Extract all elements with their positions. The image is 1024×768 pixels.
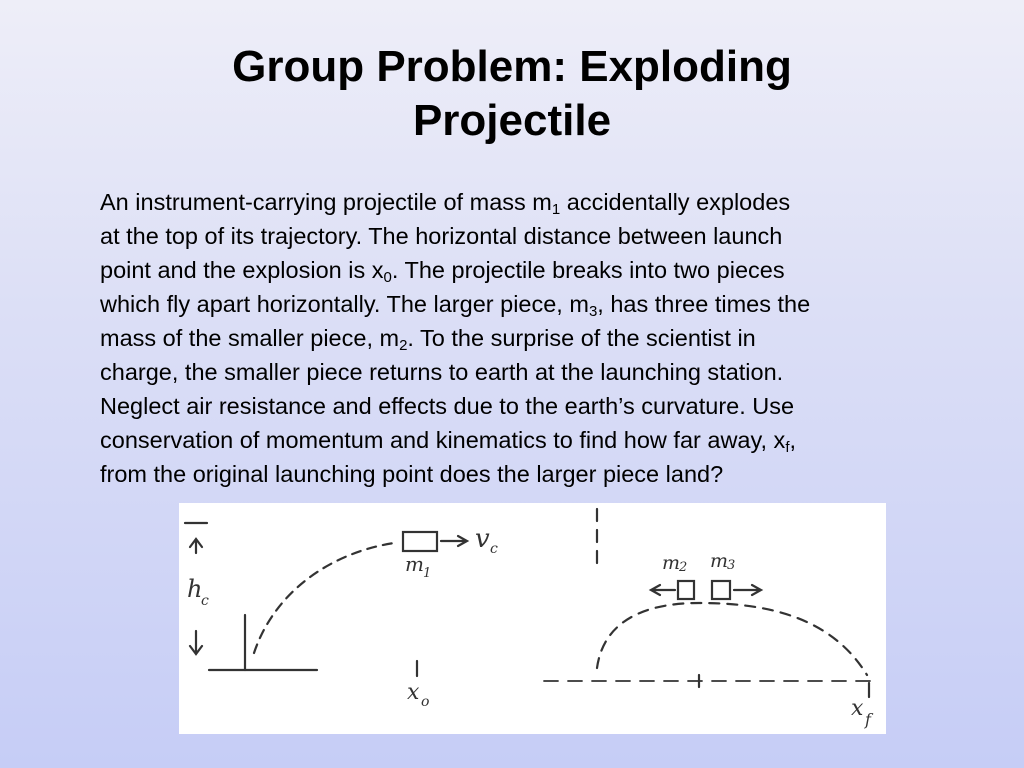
label-v: v [475,524,490,554]
m3-arrow [734,585,761,595]
label-m1-sub: 1 [423,566,432,581]
label-m2: m [662,552,681,574]
subscript: f [785,439,790,456]
trajectory-sketch [179,503,886,734]
problem-text-segment: mass of the smaller piece, m [100,325,400,351]
problem-line-9: from the original launching point does the larger piece land? [100,461,724,487]
problem-line-5 [100,321,980,355]
m2-arrow [651,585,675,595]
problem-text-segment: . To the surprise of the scientist in [407,325,756,351]
problem-text-segment: . The projectile breaks into two pieces [391,257,785,283]
fragment-trajectory [597,603,867,675]
slide-title [0,40,1024,148]
problem-text-segment: accidentally explodes [560,189,791,215]
velocity-arrow [441,536,467,546]
label-v-sub: c [490,541,498,557]
subscript: 1 [551,201,561,218]
problem-text-segment: , has three times the [597,291,811,317]
label-m2-sub: 2 [679,560,688,575]
problem-text-segment: point and the explosion is x [100,257,384,283]
title-line-1: Group Problem: Exploding [232,42,792,91]
label-m1: m [405,552,424,576]
problem-line-3 [100,253,980,287]
problem-text [100,185,980,491]
label-x0-sub: o [421,694,430,710]
label-m3: m [710,550,729,572]
label-m3-sub: 3 [727,558,736,573]
problem-text-segment: An instrument-carrying projectile of mass m [100,189,552,215]
problem-text-segment: conservation of momentum and kinematics to find how far away, x [100,427,786,453]
problem-line-7: Neglect air resistance and effects due to the earth’s curvature. Use [100,393,795,419]
trajectory-dashed [254,543,394,653]
height-down-arrow [190,631,202,654]
label-h-sub: c [201,593,209,609]
problem-line-2: at the top of its trajectory. The horizontal distance between launch [100,223,783,249]
title-line-2: Projectile [412,96,612,145]
subscript: 2 [399,337,408,354]
sketch-canvas [179,503,886,734]
mass-m1-box [403,532,437,551]
problem-line-8 [100,423,980,457]
label-h: h [187,575,203,603]
problem-line-4 [100,287,980,321]
label-xf-sub: f [865,710,871,729]
problem-text-segment: which fly apart horizontally. The larger piece, m [100,291,589,317]
label-x0: x [407,680,420,705]
mass-m3-box [712,581,730,599]
mass-m2-box [678,581,694,599]
subscript: 3 [588,303,598,320]
problem-text-segment: , [789,427,797,453]
problem-line-6: charge, the smaller piece returns to earth at the launching station. [100,359,784,385]
label-xf: x [851,696,864,721]
problem-line-1 [100,185,980,219]
subscript: 0 [383,269,392,286]
height-up-arrow [190,539,202,553]
